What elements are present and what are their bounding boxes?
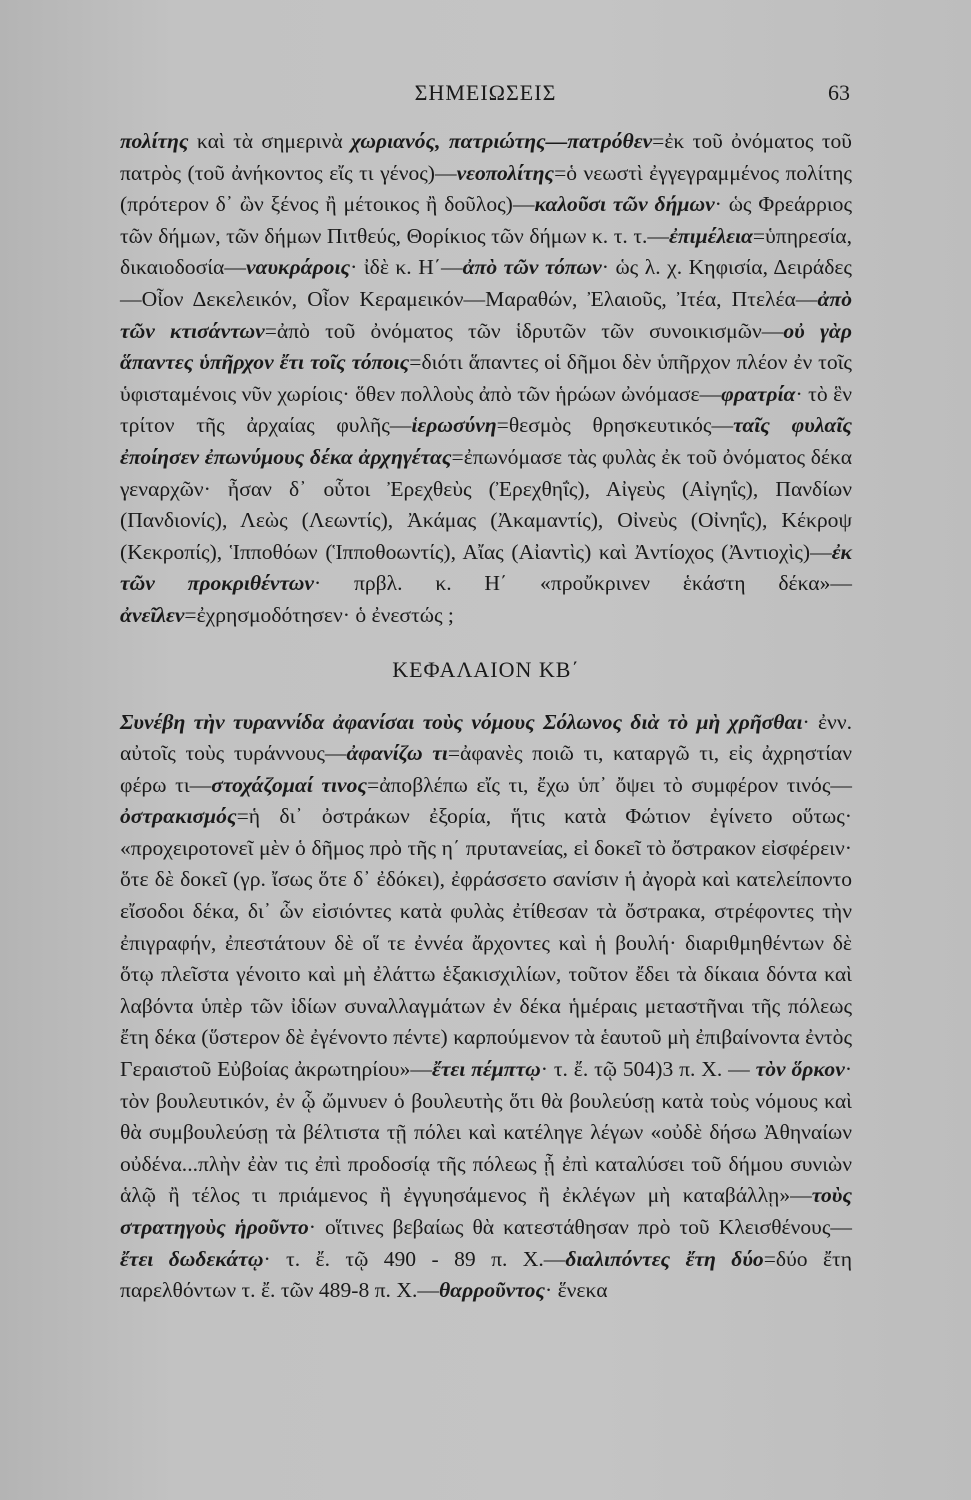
commentary-text: =ἐχρησμοδότησεν· ὁ ἐνεστώς ; — [184, 602, 454, 627]
commentary-text: · ὡς Φρεάρριος τῶν δήμων, τῶν δήμων Πιτθεύς, Θορίκιος τῶν δήμων κ. τ. τ.— — [120, 192, 853, 248]
commentary-text: · πρβλ. κ. Η΄ «προὔκρινεν ἑκάστη δέκα»— — [314, 571, 852, 596]
commentary-text: · τὸ ἓν τρίτον τῆς ἀρχαίας φυλῆς— — [120, 381, 852, 438]
lemma: ὀστρακισμός — [120, 804, 237, 829]
lemma: ἐκ τῶν προκριθέντων — [120, 539, 852, 596]
page-number: 63 — [828, 80, 850, 105]
lemma: νεοπολίτης — [456, 160, 555, 185]
lemma: πολίτης — [120, 129, 189, 153]
lemma: Συνέβη τὴν τυραννίδα ἀφανίσαι τοὺς νόμους Σόλωνος διὰ τὸ μὴ χρῆσθαι — [120, 709, 803, 734]
lemma: θαρροῦντος — [438, 1278, 546, 1303]
lemma: ἀπὸ τῶν τόπων — [462, 255, 602, 280]
lemma: τὸν ὅρκον — [755, 1057, 845, 1082]
commentary-text: =ὁ νεωστὶ ἐγγεγραμμένος πολίτης (πρότερον δ᾽ ὢν ξένος ἢ μέτοικος ἢ δοῦλος)— — [120, 160, 852, 217]
commentary-text: =ἀποβλέπω εἴς τι, ἔχω ὑπ᾽ ὄψει τὸ συμφέρον τινός— — [367, 772, 852, 797]
commentary-text: · ἕνεκα — [545, 1278, 608, 1303]
lemma: ἔτει πέμπτῳ — [431, 1057, 541, 1082]
body-text — [120, 126, 852, 1307]
lemma: ἔτει δωδεκάτῳ — [120, 1246, 264, 1271]
commentary-text: =θεσμὸς θρησκευτικός— — [496, 413, 734, 438]
lemma: ἀπὸ τῶν κτισάντων — [120, 286, 852, 343]
lemma: καλοῦσι τῶν δήμων — [534, 192, 715, 217]
commentary-text: =ἐπωνόμασε τὰς φυλὰς ἐκ τοῦ ὀνόματος δέκα γεναρχῶν· ἦσαν δ᾽ οὗτοι Ἐρεχθεὺς (Ἐρεχθηΐς), Αἰγεὺς (Αἰγηΐς), Πανδίων (Πανδιονίς), Λεὼς (Λεωντίς), Ἀκάμας (Ἀκαμαντίς), Οἰνεὺς (Οἰνηΐς), Κέκροψ (Κεκροπίς), Ἱπποθόων (Ἱπποθοωντίς), Αἴας (Αἰαντὶς) καὶ Ἀντίοχος (Ἀντιοχὶς)— — [120, 444, 853, 564]
lemma: ἀνεῖλεν — [120, 602, 185, 627]
lemma: στοχάζομαί τινος — [211, 772, 368, 797]
commentary-text: · ὡς λ. χ. Κηφισία, Δειράδες—Οἶον Δεκελεικόν, Οἶον Κεραμεικόν—Μαραθών, Ἐλαιοῦς, Ἰτέα, Πτελέα— — [120, 255, 852, 311]
lemma: χωριανός, πατριώτης—πατρόθεν — [351, 129, 653, 153]
lemma: ἐπιμέλεια — [669, 223, 753, 248]
commentary-text: =ἡ δι᾽ ὀστράκων ἐξορία, ἥτις κατὰ Φώτιον ἐγίνετο οὕτως· «προχειροτονεῖ μὲν ὁ δῆμος πρὸ τῆς η΄ πρυτανείας, εἰ δοκεῖ τὸ ὄστρακον εἰσφέρειν· ὅτε δὲ δοκεῖ (γρ. ἴσως ὅτε δ᾽ ἐδόκει), ἐφράσσετο σανίσιν ἡ ἀγορὰ καὶ κατελείποντο εἴσοδοι δέκα, δι᾽ ὧν εἰσιόντες κατὰ φυλὰς ἐτίθεσαν τὰ ὄστρακα, στρέφοντες τὴν ἐπιγραφήν, ἐπεστάτουν δὲ οἵ τε ἐννέα ἄρχοντες καὶ ἡ βουλή· διαριθμηθέντων δὲ ὅτῳ πλεῖστα γένοιτο καὶ μὴ ἐλάττω ἑξακισχιλίων, τοῦτον ἔδει τὰ δίκαια δόντα καὶ λαβόντα ὑπὲρ τῶν ἰδίων συναλλαγμάτων ἐν δέκα ἡμέραις μεταστῆναι τῆς πόλεως ἔτη δέκα (ὕστερον δὲ ἐγένοντο πέντε) καρπούμενον τὰ ἑαυτοῦ μὴ ἐπιβαίνοντα ἐντὸς Γεραιστοῦ Εὐβοίας ἀκρωτηρίου»— — [120, 804, 852, 1082]
page-header — [0, 80, 971, 112]
lemma: φρατρία — [721, 381, 796, 406]
chapter-heading: ΚΕΦΑΛΑΙΟΝ ΚΒ΄ — [392, 656, 580, 682]
commentary-text: · τ. ἔ. τῷ 490 - 89 π. Χ.— — [263, 1246, 566, 1271]
commentary-text: =ἐκ τοῦ ὀνόματος τοῦ πατρὸς (τοῦ ἀνήκοντος εἴς τι γένος)— — [120, 129, 852, 185]
commentary-text: · ἐνν. αὐτοῖς τοὺς τυράννους— — [120, 709, 852, 766]
lemma: ἀφανίζω τι — [346, 741, 448, 766]
commentary-text: · τ. ἔ. τῷ 504)3 π. Χ. — — [540, 1057, 756, 1082]
lemma: διαλιπόντες ἔτη δύο — [565, 1246, 764, 1271]
lemma: ταῖς φυλαῖς ἐποίησεν ἐπωνύμους δέκα ἀρχηγέτας — [120, 413, 852, 469]
notes-paragraph-1 — [120, 126, 852, 632]
lemma: ναυκράροις — [245, 255, 351, 280]
lemma: οὐ γὰρ ἅπαντες ὑπῆρχον ἔτι τοῖς τόποις — [120, 318, 853, 375]
commentary-text: · τὸν βουλευτικόν, ἐν ᾧ ὤμνυεν ὁ βουλευτὴς ὅτι θὰ βουλεύσῃ κατὰ τοὺς νόμους καὶ θὰ συμβουλεύσῃ τὰ βέλτιστα τῇ πόλει καὶ κατέληγε λέγων «οὐδὲ δήσω Ἀθηναίων οὐδένα...πλὴν ἐὰν τις ἐπὶ προδοσίᾳ τῆς πόλεως ᾖ ἐπὶ καταλύσει τοῦ δήμου συνιὼν ἁλῷ ἢ τέλος τι πριάμενος ἢ ἐγγυησάμενος ἢ ἐκλέγων μὴ καταβάλλῃ»— — [120, 1057, 853, 1208]
commentary-text: =ἀπὸ τοῦ ὀνόματος τῶν ἱδρυτῶν τῶν συνοικισμῶν— — [264, 318, 784, 343]
commentary-text: · ἰδὲ κ. Η΄— — [350, 255, 463, 280]
notes-paragraph-2 — [120, 707, 852, 1307]
running-title: ΣΗΜΕΙΩΣΕΙΣ — [414, 80, 557, 105]
commentary-text: καὶ τὰ σημερινὰ — [188, 129, 352, 153]
commentary-text: =δύο ἔτη παρελθόντων τ. ἔ. τῶν 489-8 π. Χ.— — [120, 1246, 852, 1303]
commentary-text: =ὑπηρεσία, δικαιοδοσία— — [120, 223, 852, 280]
commentary-text: =ἀφανὲς ποιῶ τι, καταργῶ τι, εἰς ἀχρηστίαν φέρω τι— — [120, 741, 852, 797]
lemma: τοὺς στρατηγοὺς ἡροῦντο — [120, 1183, 852, 1239]
lemma: ἱερωσύνη — [411, 413, 497, 438]
commentary-text: =διότι ἅπαντες οἱ δῆμοι δὲν ὑπῆρχον πλέον ἐν τοῖς ὑφισταμένοις νῦν χωρίοις· ὅθεν πολλοὺς ἀπὸ τῶν ἡρώων ὠνόμασε— — [120, 350, 852, 406]
commentary-text: · οἵτινες βεβαίως θὰ κατεστάθησαν πρὸ τοῦ Κλεισθένους— — [308, 1215, 853, 1239]
